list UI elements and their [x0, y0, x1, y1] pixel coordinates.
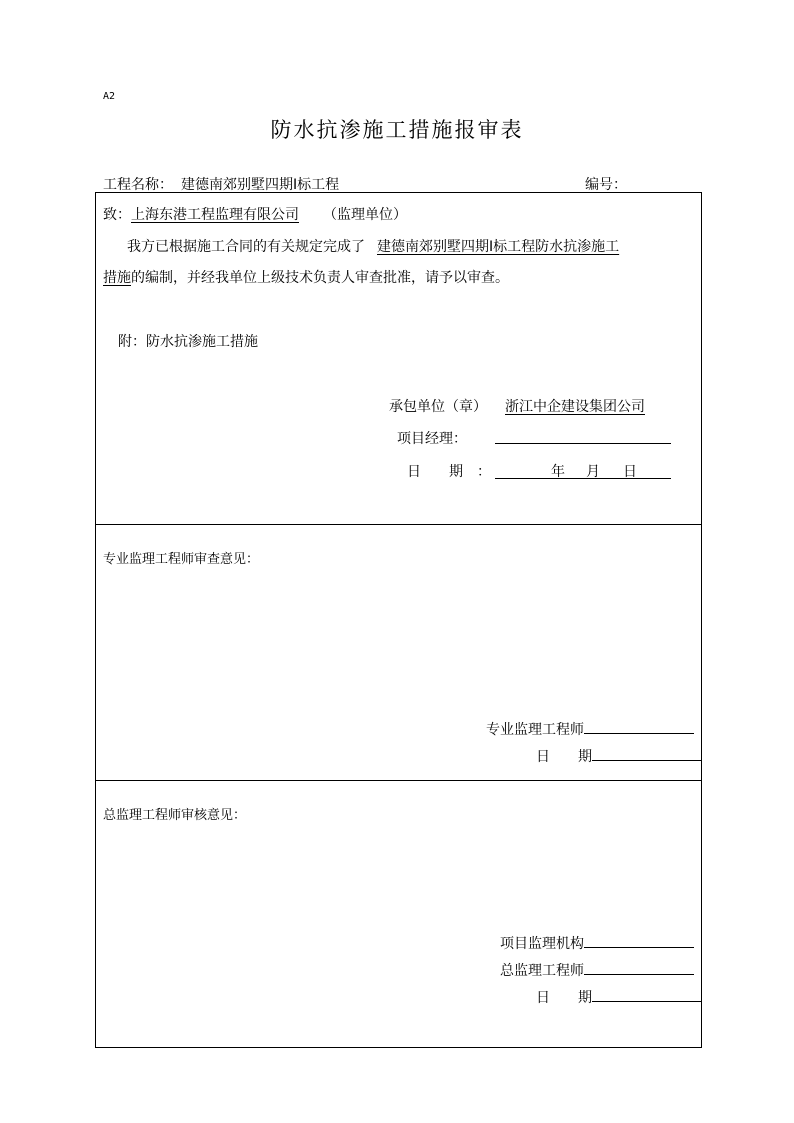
date-label-1: 日 期 ： — [407, 464, 491, 480]
to-label: 致： — [103, 207, 131, 223]
contractor-row — [389, 396, 645, 416]
project-name: 建德南郊别墅四期Ⅰ标工程 — [181, 177, 340, 193]
date-line-2[interactable] — [592, 746, 702, 761]
divider-1 — [95, 524, 702, 525]
body-line-1 — [127, 236, 619, 256]
pm-label: 项目经理： — [397, 431, 467, 447]
date-row-2 — [536, 746, 702, 766]
date-line-3[interactable] — [592, 987, 702, 1002]
attachment: 附：防水抗渗施工措施 — [118, 334, 258, 350]
year-label: 年 — [551, 464, 565, 480]
supervisor-suffix: （监理单位） — [323, 207, 407, 223]
body-link-part2: 措施 — [103, 270, 131, 286]
engineer-row — [486, 719, 694, 739]
contractor-label: 承包单位（章） — [389, 399, 487, 415]
page-title: 防水抗渗施工措施报审表 — [270, 118, 524, 142]
body-link-part1: 建德南郊别墅四期Ⅰ标工程防水抗渗施工 — [377, 239, 620, 255]
engineer-sign-line[interactable] — [584, 719, 694, 734]
body-suffix: 的编制，并经我单位上级技术负责人审查批准，请予以审查。 — [131, 270, 509, 286]
org-sign-line[interactable] — [584, 933, 694, 948]
project-label: 工程名称： — [103, 177, 173, 193]
day-label: 日 — [623, 464, 637, 480]
form-table — [95, 192, 702, 1048]
engineer-label: 专业监理工程师 — [486, 722, 584, 738]
chief-label: 总监理工程师 — [500, 963, 584, 979]
body-line-2 — [103, 267, 509, 287]
section3-heading: 总监理工程师审核意见： — [103, 808, 247, 823]
pm-sign-line[interactable] — [495, 429, 671, 448]
date-field-1[interactable] — [495, 461, 671, 479]
chief-row — [500, 960, 694, 980]
date-label-2: 日 期 — [536, 749, 592, 765]
section2-heading: 专业监理工程师审查意见： — [103, 552, 260, 567]
date-row-3 — [536, 987, 702, 1007]
number-label: 编号： — [585, 177, 627, 193]
org-row — [500, 933, 694, 953]
date-label-3: 日 期 — [536, 990, 592, 1006]
form-code: A2 — [103, 91, 116, 102]
month-label: 月 — [586, 464, 600, 480]
supervisor-company: 上海东港工程监理有限公司 — [131, 207, 299, 223]
project-name-row — [103, 174, 349, 194]
org-label: 项目监理机构 — [500, 936, 584, 952]
body-prefix: 我方已根据施工合同的有关规定完成了 — [127, 239, 365, 255]
contractor-name: 浙江中企建设集团公司 — [505, 399, 645, 415]
addressee-row — [103, 204, 407, 224]
chief-sign-line[interactable] — [584, 960, 694, 975]
divider-2 — [95, 780, 702, 781]
